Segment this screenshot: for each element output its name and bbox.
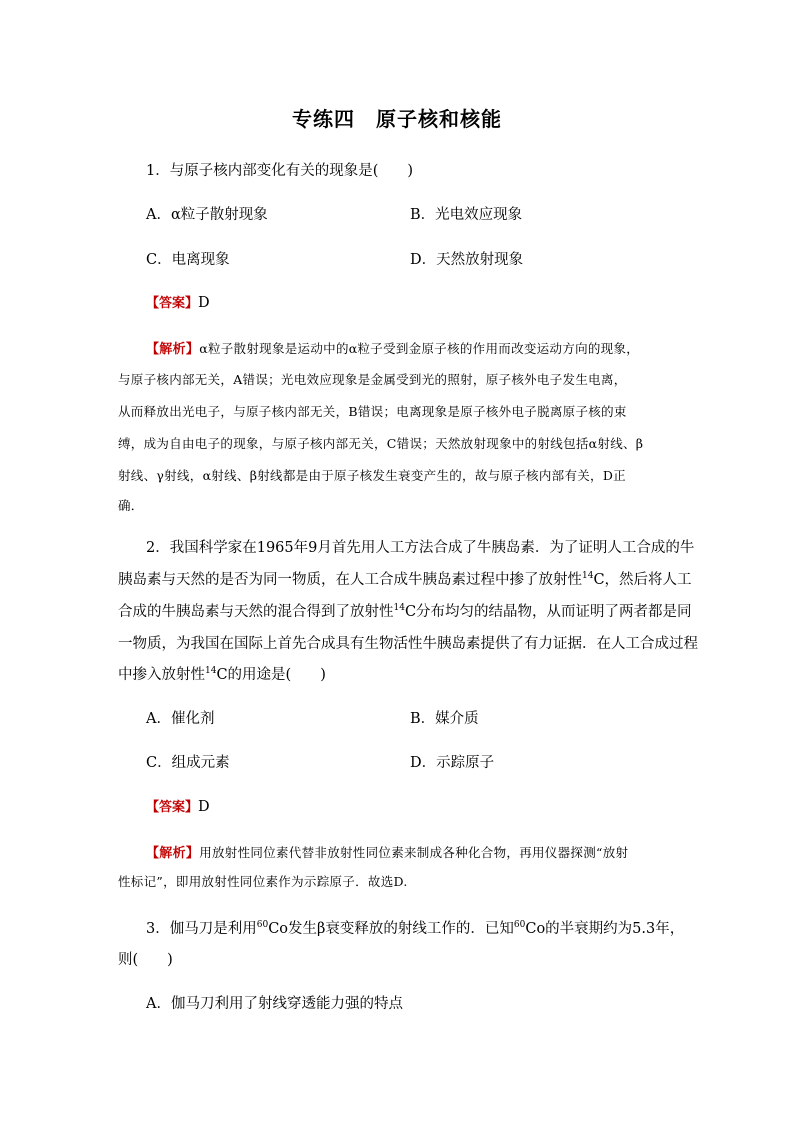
question-1-explanation-line-5: 射线、γ射线，α射线、β射线都是由于原子核发生衰变产生的，故与原子核内部有关，D正 <box>118 468 626 483</box>
question-1-answer <box>146 292 210 311</box>
question-2-line-3: 合成的牛胰岛素与天然的混合得到了放射性$^{14}$C分布均匀的结晶物，从而证明了两者都是同 <box>118 603 692 620</box>
question-1-explanation-line-6: 确． <box>118 498 144 513</box>
question-1-explanation-line-3: 从而释放出光电子，与原子核内部无关，B错误；电离现象是原子核外电子脱离原子核的束 <box>118 404 627 419</box>
answer-value: D <box>198 295 210 311</box>
question-1-option-b: B．光电效应现象 <box>410 207 523 223</box>
question-2-option-a: A．催化剂 <box>146 711 215 727</box>
question-2-option-b: B．媒介质 <box>410 711 479 727</box>
question-1-stem: 1．与原子核内部变化有关的现象是( ) <box>146 163 414 179</box>
answer-tag: 【答案】 <box>146 296 199 311</box>
question-3-line-1: 3．伽马刀是利用$^{60}$Co发生β衰变释放的射线工作的．已知$^{60}$Co的半衰期约为5.3年， <box>146 920 685 937</box>
question-1-option-a: A．α粒子散射现象 <box>146 207 268 223</box>
question-1-option-c: C．电离现象 <box>146 252 230 268</box>
explain-tag: 【解析】 <box>146 846 200 861</box>
question-2-explanation-line-1: 【解析】用放射性同位素代替非放射性同位素来制成各种化合物，再用仪器探测“放射 <box>146 845 629 861</box>
question-2-line-2: 胰岛素与天然的是否为同一物质，在人工合成牛胰岛素过程中掺了放射性$^{14}$C，然后将人工 <box>118 571 692 588</box>
question-2-line-5: 中掺入放射性$^{14}$C的用途是( ) <box>118 666 326 683</box>
question-1-explanation-line-4: 缚，成为自由电子的现象，与原子核内部无关，C错误；天然放射现象中的射线包括α射线、β <box>118 436 644 451</box>
page-title: 专练四 原子核和核能 <box>292 107 502 131</box>
question-1-explanation-line-1: 【解析】α粒子散射现象是运动中的α粒子受到金原子核的作用而改变运动方向的现象， <box>146 341 640 357</box>
question-2-explanation-line-2: 性标记”，即用放射性同位素作为示踪原子．故选D. <box>118 874 408 889</box>
question-3-line-2: 则( ) <box>118 952 173 968</box>
question-2-option-d: D．示踪原子 <box>410 755 495 771</box>
answer-value: D <box>198 799 210 815</box>
question-2-answer <box>146 796 210 815</box>
question-2-line-1: 2．我国科学家在1965年9月首先用人工方法合成了牛胰岛素．为了证明人工合成的牛 <box>146 540 695 556</box>
question-2-option-c: C．组成元素 <box>146 755 230 771</box>
answer-tag: 【答案】 <box>146 800 199 815</box>
question-2-line-4: 一物质，为我国在国际上首先合成具有生物活性牛胰岛素提供了有力证据．在人工合成过程 <box>118 636 698 652</box>
explain-tag: 【解析】 <box>146 342 200 357</box>
question-1-option-d: D．天然放射现象 <box>410 252 524 268</box>
question-1-explanation-line-2: 与原子核内部无关，A错误；光电效应现象是金属受到光的照射，原子核外电子发生电离， <box>118 372 627 387</box>
question-3-option-a: A．伽马刀利用了射线穿透能力强的特点 <box>146 996 403 1012</box>
